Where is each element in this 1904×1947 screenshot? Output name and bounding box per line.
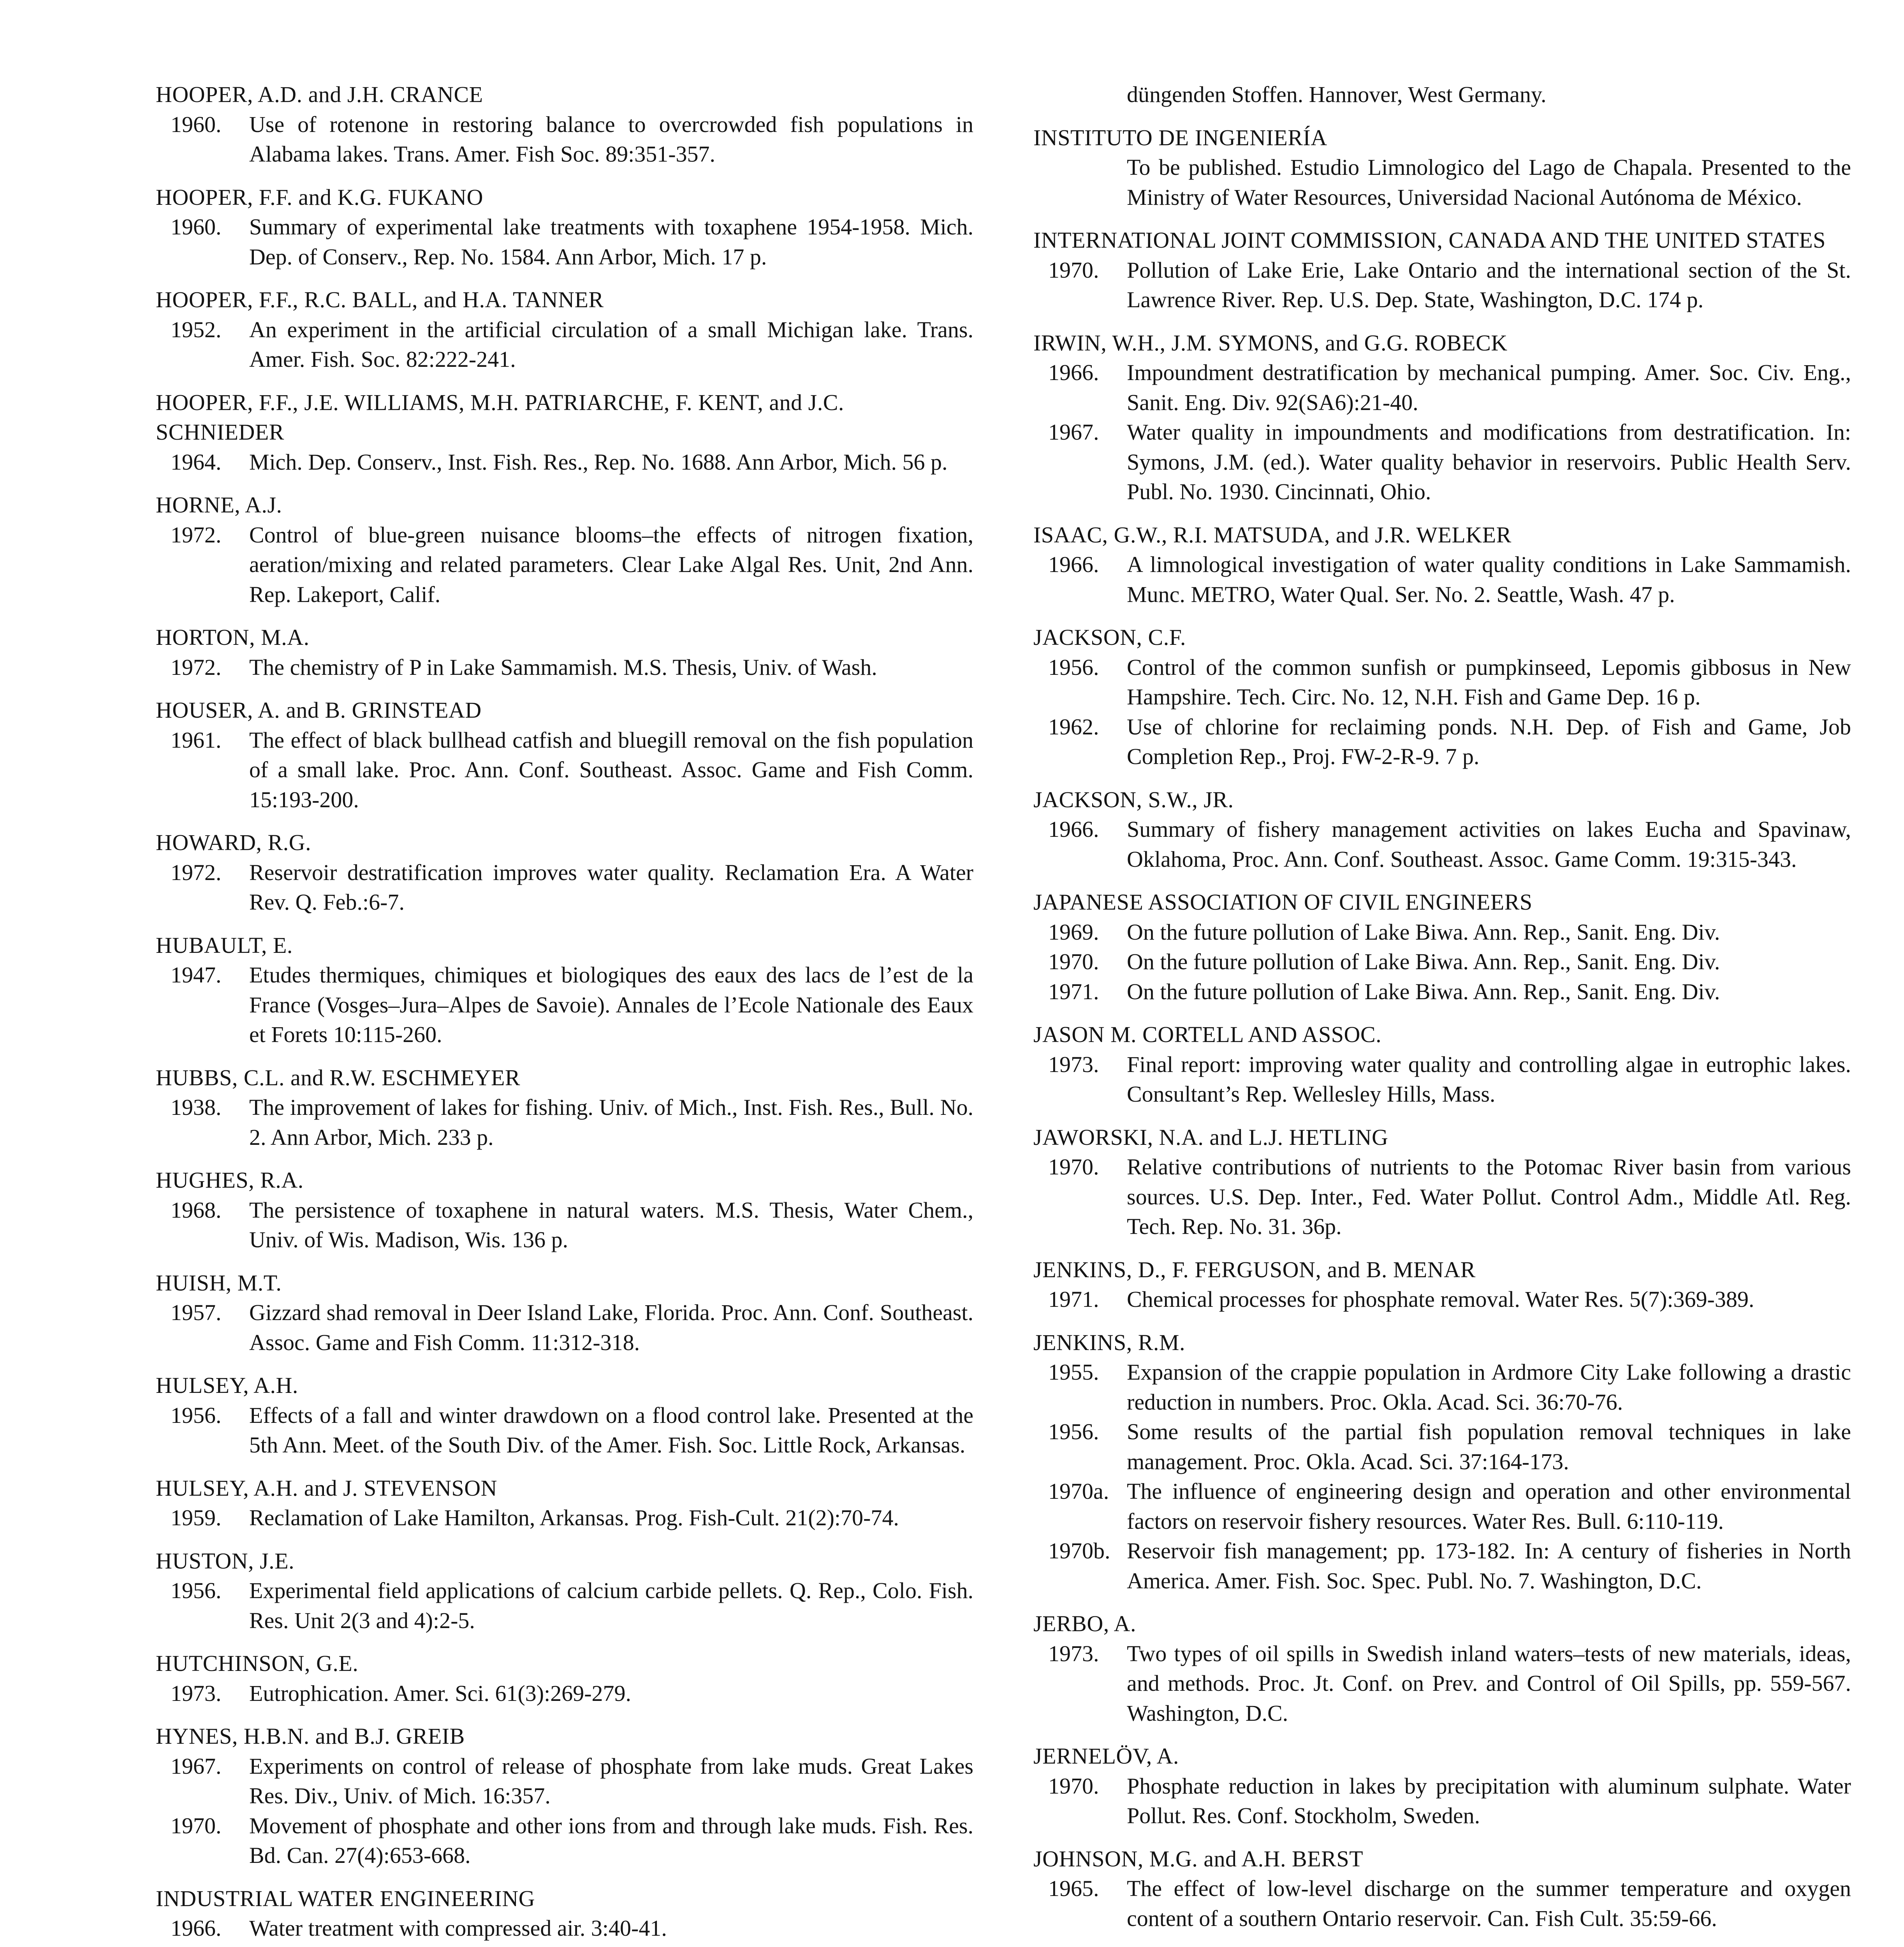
reference-year: 1966.	[1048, 552, 1099, 577]
reference-year: 1947.	[171, 962, 222, 988]
reference-item	[1033, 1477, 1855, 1536]
author-heading: JASON M. CORTELL AND ASSOC.	[1033, 1022, 1382, 1047]
reference-year: 1970.	[1048, 1773, 1099, 1799]
author-heading: HUBAULT, E.	[156, 932, 293, 958]
author-heading: HOOPER, F.F., R.C. BALL, and H.A. TANNER	[156, 287, 604, 312]
author-heading: HOUSER, A. and B. GRINSTEAD	[156, 697, 482, 723]
reference-text: Experimental field applications of calcium carbide pellets. Q. Rep., Colo. Fish. Res. Unit 2(3 and 4):2-5.	[249, 1578, 973, 1633]
reference-year: 1960.	[171, 111, 222, 137]
reference-item	[156, 653, 977, 683]
reference-text: Mich. Dep. Conserv., Inst. Fish. Res., Rep. No. 1688. Ann Arbor, Mich. 56 p.	[249, 449, 948, 475]
reference-text: On the future pollution of Lake Biwa. Ann. Rep., Sanit. Eng. Div.	[1127, 949, 1720, 974]
author-heading: JENKINS, R.M.	[1033, 1329, 1185, 1355]
author-heading: HOWARD, R.G.	[156, 830, 311, 855]
reference-item	[1033, 1285, 1855, 1315]
reference-year: 1970a.	[1048, 1479, 1109, 1504]
reference-text: Summary of experimental lake treatments with toxaphene 1954-1958. Mich. Dep. of Conserv., Rep. No. 1584. Ann Arbor, Mich. 17 p.	[249, 214, 973, 269]
reference-text: Phosphate reduction in lakes by precipitation with aluminum sulphate. Water Pollut. Res. Conf. Stockholm, Sweden.	[1127, 1773, 1851, 1828]
reference-text: Relative contributions of nutrients to the Potomac River basin from various sources. U.S. Dep. Inter., Fed. Water Pollut. Control Adm., Middle Atl. Reg. Tech. Rep. No. 31. 36p.	[1127, 1154, 1851, 1239]
reference-year: 1956.	[1048, 654, 1099, 680]
left-column	[156, 80, 977, 1947]
reference-entry	[156, 1268, 977, 1358]
reference-text: Use of chlorine for reclaiming ponds. N.H. Dep. of Fish and Game, Job Completion Rep., Proj. FW-2-R-9. 7 p.	[1127, 714, 1851, 769]
reference-year: 1970.	[1048, 949, 1099, 974]
reference-text: Effects of a fall and winter drawdown on a flood control lake. Presented at the 5th Ann. Meet. of the South Div. of the Amer. Fish. Soc. Little Rock, Arkansas.	[249, 1402, 973, 1458]
reference-item	[156, 1914, 977, 1943]
reference-item	[156, 110, 977, 169]
reference-item	[156, 1576, 977, 1635]
reference-text: The chemistry of P in Lake Sammamish. M.S. Thesis, Univ. of Wash.	[249, 654, 877, 680]
author-heading: IRWIN, W.H., J.M. SYMONS, and G.G. ROBECK	[1033, 330, 1508, 356]
reference-item	[1033, 977, 1855, 1007]
reference-entry	[1033, 123, 1855, 213]
reference-entry	[156, 1722, 977, 1871]
reference-year: 1955.	[1048, 1359, 1099, 1385]
author-heading: HULSEY, A.H.	[156, 1373, 298, 1398]
reference-item	[156, 960, 977, 1050]
reference-text: The effect of low-level discharge on the summer temperature and oxygen content of a southern Ontario reservoir. Can. Fish Cult. 35:59-66.	[1127, 1876, 1851, 1931]
reference-entry	[156, 490, 977, 609]
reference-item	[156, 1679, 977, 1709]
reference-text: Pollution of Lake Erie, Lake Ontario and the international section of the St. Lawrence River. Rep. U.S. Dep. State, Washington, D.C. 174 p.	[1127, 257, 1851, 312]
author-heading: HOOPER, F.F., J.E. WILLIAMS, M.H. PATRIARCHE, F. KENT, and J.C. SCHNIEDER	[156, 389, 844, 445]
reference-text: Two types of oil spills in Swedish inland waters–tests of new materials, ideas, and methods. Proc. Jt. Conf. on Prev. and Control of Oil Spills, pp. 559-567. Washington, D.C.	[1127, 1641, 1851, 1726]
reference-text: Some results of the partial fish population removal techniques in lake management. Proc. Okla. Acad. Sci. 37:164-173.	[1127, 1419, 1851, 1474]
reference-item	[1033, 1771, 1855, 1831]
author-heading: HOOPER, F.F. and K.G. FUKANO	[156, 184, 483, 210]
author-heading: HULSEY, A.H. and J. STEVENSON	[156, 1475, 498, 1501]
reference-year: 1956.	[1048, 1419, 1099, 1444]
reference-year: 1972.	[171, 522, 222, 547]
reference-entry	[1033, 1020, 1855, 1109]
reference-item	[156, 725, 977, 815]
reference-text: On the future pollution of Lake Biwa. Ann. Rep., Sanit. Eng. Div.	[1127, 919, 1720, 945]
reference-item	[1033, 1152, 1855, 1242]
reference-item	[1033, 255, 1855, 315]
reference-text: Expansion of the crappie population in Ardmore City Lake following a drastic reduction in numbers. Proc. Okla. Acad. Sci. 36:70-76.	[1127, 1359, 1851, 1415]
reference-item	[156, 1298, 977, 1357]
reference-year: 1972.	[171, 654, 222, 680]
reference-item	[156, 858, 977, 917]
reference-entry	[1033, 1255, 1855, 1315]
reference-item	[1033, 712, 1855, 772]
reference-entry	[1033, 1741, 1855, 1831]
reference-text: The influence of engineering design and operation and other environmental factors on reservoir fishery resources. Water Res. Bull. 6:110-119.	[1127, 1479, 1851, 1534]
reference-entry	[156, 285, 977, 375]
author-heading: HYNES, H.B.N. and B.J. GREIB	[156, 1723, 465, 1749]
reference-item	[1033, 1874, 1855, 1933]
reference-year: 1938.	[171, 1095, 222, 1120]
author-heading: HUISH, M.T.	[156, 1270, 282, 1296]
reference-text: Etudes thermiques, chimiques et biologiques des eaux des lacs de l’est de la France (Vosges–Jura–Alpes de Savoie). Annales de l’Ecole Nationale des Eaux et Forets 10:115-260.	[249, 962, 973, 1047]
reference-item	[1033, 153, 1855, 212]
reference-item	[156, 1093, 977, 1152]
author-heading: HORNE, A.J.	[156, 492, 282, 518]
reference-entry	[156, 623, 977, 682]
reference-entry	[156, 1371, 977, 1460]
reference-year: 1967.	[171, 1753, 222, 1779]
reference-text: Reservoir destratification improves water quality. Reclamation Era. A Water Rev. Q. Feb.:6-7.	[249, 859, 973, 915]
reference-year: 1970.	[1048, 1154, 1099, 1179]
reference-entry	[156, 1649, 977, 1708]
reference-text: Movement of phosphate and other ions from and through lake muds. Fish. Res. Bd. Can. 27(4):653-668.	[249, 1813, 973, 1868]
reference-text: Eutrophication. Amer. Sci. 61(3):269-279.	[249, 1680, 632, 1706]
reference-year: 1970.	[171, 1813, 222, 1838]
reference-entry	[1033, 785, 1855, 875]
reference-entry	[156, 1063, 977, 1153]
reference-text: Reservoir fish management; pp. 173-182. In: A century of fisheries in North America. Amer. Fish. Soc. Spec. Publ. No. 7. Washington, D.C.	[1127, 1538, 1851, 1593]
reference-year: 1973.	[1048, 1641, 1099, 1666]
reference-text: Final report: improving water quality and controlling algae in eutrophic lakes. Consultant’s Rep. Wellesley Hills, Mass.	[1127, 1051, 1851, 1107]
reference-text: Experiments on control of release of phosphate from lake muds. Great Lakes Res. Div., Univ. of Mich. 16:357.	[249, 1753, 973, 1808]
reference-year: 1967.	[1048, 419, 1099, 445]
reference-year: 1959.	[171, 1505, 222, 1530]
reference-text: Water treatment with compressed air. 3:40-41.	[249, 1915, 667, 1941]
author-heading: JACKSON, S.W., JR.	[1033, 787, 1234, 812]
reference-text: Gizzard shad removal in Deer Island Lake, Florida. Proc. Ann. Conf. Southeast. Assoc. Game and Fish Comm. 11:312-318.	[249, 1300, 973, 1355]
reference-year: 1971.	[1048, 1287, 1099, 1312]
reference-text: Reclamation of Lake Hamilton, Arkansas. Prog. Fish-Cult. 21(2):70-74.	[249, 1505, 899, 1530]
reference-entry	[1033, 225, 1855, 315]
author-heading: INDUSTRIAL WATER ENGINEERING	[156, 1885, 535, 1911]
reference-text: Water quality in impoundments and modifications from destratification. In: Symons, J.M. (ed.). Water quality behavior in reservoirs. Public Health Serv. Publ. No. 1930. Cincinnati, Ohio.	[1127, 419, 1851, 504]
reference-item	[156, 520, 977, 610]
reference-item	[156, 447, 977, 477]
reference-item	[156, 212, 977, 272]
reference-text: Impoundment destratification by mechanical pumping. Amer. Soc. Civ. Eng., Sanit. Eng. Div. 92(SA6):21-40.	[1127, 360, 1851, 415]
reference-item	[156, 1503, 977, 1533]
reference-entry	[1033, 623, 1855, 772]
continuation-text: düngenden Stoffen. Hannover, West Germany.	[1127, 82, 1547, 107]
reference-year: 1965.	[1048, 1876, 1099, 1901]
author-heading: HUBBS, C.L. and R.W. ESCHMEYER	[156, 1065, 521, 1090]
reference-entry	[156, 1546, 977, 1636]
reference-item	[156, 315, 977, 375]
reference-text: An experiment in the artificial circulation of a small Michigan lake. Trans. Amer. Fish. Soc. 82:222-241.	[249, 317, 973, 372]
reference-item	[1033, 815, 1855, 874]
reference-text: Chemical processes for phosphate removal. Water Res. 5(7):369-389.	[1127, 1287, 1754, 1312]
reference-entry	[156, 1473, 977, 1533]
author-heading: HOOPER, A.D. and J.H. CRANCE	[156, 82, 483, 107]
reference-year: 1968.	[171, 1197, 222, 1223]
reference-year: 1966.	[1048, 817, 1099, 842]
author-heading: INTERNATIONAL JOINT COMMISSION, CANADA AND THE UNITED STATES	[1033, 227, 1826, 253]
reference-year: 1972.	[171, 859, 222, 885]
reference-entry	[156, 695, 977, 815]
author-heading: JAPANESE ASSOCIATION OF CIVIL ENGINEERS	[1033, 889, 1533, 915]
right-column	[1033, 80, 1855, 1947]
reference-item	[1033, 653, 1855, 712]
author-heading: JOHNSON, M.G. and A.H. BERST	[1033, 1846, 1364, 1871]
reference-item	[1033, 1639, 1855, 1729]
reference-item	[1033, 917, 1855, 947]
reference-text: To be published. Estudio Limnologico del Lago de Chapala. Presented to the Ministry of Water Resources, Universidad Nacional Autónoma de México.	[1127, 155, 1851, 210]
reference-text: On the future pollution of Lake Biwa. Ann. Rep., Sanit. Eng. Div.	[1127, 979, 1720, 1004]
reference-year: 1957.	[171, 1300, 222, 1325]
author-heading: JERBO, A.	[1033, 1611, 1136, 1636]
reference-item	[1033, 1417, 1855, 1477]
author-heading: JERNELÖV, A.	[1033, 1743, 1179, 1769]
reference-year: 1961.	[171, 727, 222, 753]
reference-year: 1969.	[1048, 919, 1099, 945]
reference-entry	[156, 183, 977, 272]
author-heading: HORTON, M.A.	[156, 625, 310, 650]
reference-item	[1033, 550, 1855, 609]
reference-text: Summary of fishery management activities on lakes Eucha and Spavinaw, Oklahoma, Proc. Ann. Conf. Southeast. Assoc. Game Comm. 19:315-343.	[1127, 817, 1851, 872]
reference-entry	[156, 931, 977, 1050]
reference-item	[156, 1752, 977, 1811]
reference-year: 1966.	[171, 1915, 222, 1941]
reference-item	[156, 1811, 977, 1871]
reference-entry	[1033, 1328, 1855, 1596]
reference-text: Control of blue-green nuisance blooms–the effects of nitrogen fixation, aeration/mixing and related parameters. Clear Lake Algal Res. Unit, 2nd Ann. Rep. Lakeport, Calif.	[249, 522, 973, 607]
author-heading: JACKSON, C.F.	[1033, 625, 1186, 650]
reference-text: The effect of black bullhead catfish and bluegill removal on the fish population of a small lake. Proc. Ann. Conf. Southeast. Assoc. Game and Fish Comm. 15:193-200.	[249, 727, 973, 812]
reference-entry	[1033, 1609, 1855, 1728]
reference-entry	[1033, 1844, 1855, 1934]
reference-year: 1956.	[171, 1578, 222, 1603]
author-heading: HUTCHINSON, G.E.	[156, 1651, 359, 1676]
reference-item	[1033, 1536, 1855, 1596]
reference-entry	[156, 388, 977, 477]
author-heading: HUSTON, J.E.	[156, 1548, 295, 1574]
reference-entry	[1033, 520, 1855, 610]
reference-entry	[156, 1884, 977, 1943]
reference-item	[1033, 417, 1855, 507]
reference-year: 1962.	[1048, 714, 1099, 739]
reference-item	[1033, 1357, 1855, 1417]
author-heading: JAWORSKI, N.A. and L.J. HETLING	[1033, 1124, 1388, 1150]
reference-year: 1973.	[1048, 1051, 1099, 1077]
reference-year: 1956.	[171, 1402, 222, 1428]
author-heading: INSTITUTO DE INGENIERÍA	[1033, 125, 1327, 150]
author-heading: ISAAC, G.W., R.I. MATSUDA, and J.R. WELKER	[1033, 522, 1512, 547]
reference-entry	[156, 828, 977, 917]
reference-entry	[156, 80, 977, 169]
reference-entry	[156, 1165, 977, 1255]
reference-item	[1033, 947, 1855, 977]
reference-text: Control of the common sunfish or pumpkinseed, Lepomis gibbosus in New Hampshire. Tech. Circ. No. 12, N.H. Fish and Game Dep. 16 p.	[1127, 654, 1851, 709]
reference-text: The improvement of lakes for fishing. Univ. of Mich., Inst. Fish. Res., Bull. No. 2. Ann Arbor, Mich. 233 p.	[249, 1095, 973, 1150]
reference-year: 1964.	[171, 449, 222, 475]
reference-entry	[1033, 1123, 1855, 1242]
reference-item	[1033, 358, 1855, 417]
reference-year: 1960.	[171, 214, 222, 239]
reference-entry	[1033, 887, 1855, 1007]
reference-year: 1966.	[1048, 360, 1099, 385]
reference-year: 1952.	[171, 317, 222, 342]
reference-item	[1033, 1050, 1855, 1109]
reference-text: A limnological investigation of water quality conditions in Lake Sammamish. Munc. METRO, Water Qual. Ser. No. 2. Seattle, Wash. 47 p.	[1127, 552, 1851, 607]
reference-text: The persistence of toxaphene in natural waters. M.S. Thesis, Water Chem., Univ. of Wis. Madison, Wis. 136 p.	[249, 1197, 973, 1252]
author-heading: JENKINS, D., F. FERGUSON, and B. MENAR	[1033, 1257, 1476, 1282]
reference-year: 1970b.	[1048, 1538, 1110, 1563]
author-heading: HUGHES, R.A.	[156, 1167, 304, 1193]
reference-item	[156, 1401, 977, 1460]
reference-year: 1973.	[171, 1680, 222, 1706]
reference-year: 1970.	[1048, 257, 1099, 283]
reference-year: 1971.	[1048, 979, 1099, 1004]
reference-entry	[1033, 328, 1855, 507]
reference-item	[156, 1195, 977, 1255]
reference-text: Use of rotenone in restoring balance to overcrowded fish populations in Alabama lakes. Trans. Amer. Fish Soc. 89:351-357.	[249, 111, 973, 167]
